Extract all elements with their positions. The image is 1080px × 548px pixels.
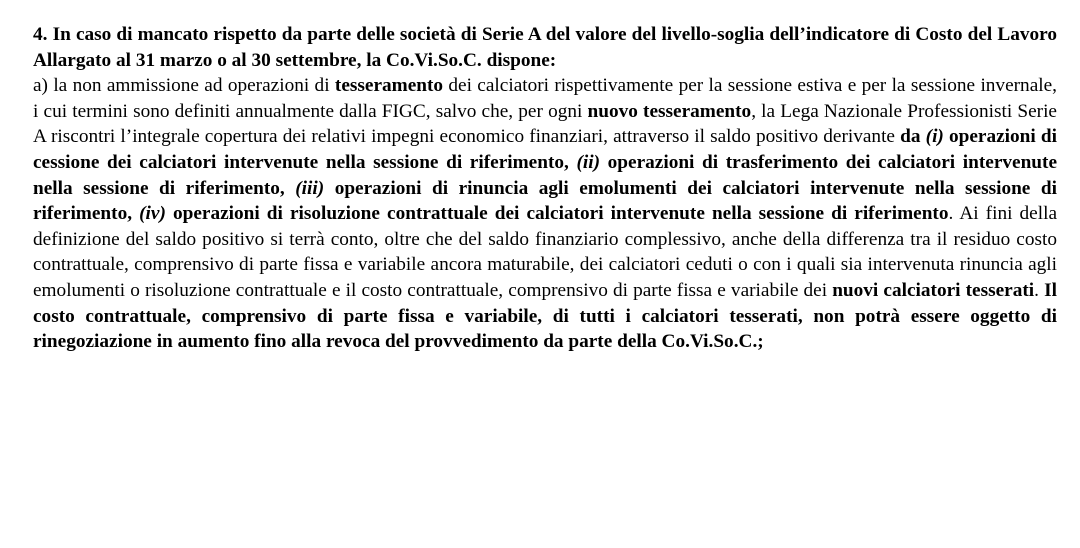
bold-clause-risoluzione: operazioni di risoluzione contrattuale dei calciatori intervenute nella sessione di riferimento [165, 203, 949, 225]
bold-clause-rinuncia: operazioni di rinuncia agli emolumenti dei calciatori intervenute nella sessione di riferimento, [33, 177, 1057, 225]
bold-clause-cessione: operazioni di cessione dei calciatori intervenute nella sessione di riferimento, [33, 126, 1057, 173]
paragraph-a-text: . Ai fini della definizione del saldo positivo si terrà conto, oltre che del saldo finanziario complessivo, anche della differenza tra il residuo costo contrattuale, comprensivo di parte fissa e variabile ancora maturabile, dei calciatori ceduti o con i quali sia intervenuta rinuncia agli emolumenti o risoluzione contrattuale e il costo contrattuale, comprensivo di parte fissa e variabile dei [33, 203, 1058, 301]
bold-clause-trasferimento: operazioni di trasferimento dei calciatori intervenute nella sessione di riferimento, [33, 151, 1057, 199]
document-body [33, 22, 1057, 355]
paragraph-a [33, 73, 1057, 355]
bold-term-nuovi-calciatori: nuovi calciatori tesserati [832, 279, 1035, 301]
list-marker-ii: (ii) [576, 151, 601, 173]
list-marker-i: (i) [925, 126, 944, 148]
paragraph-a-text: , la Lega Nazionale Professionisti Serie A riscontri l’integrale copertura dei relativi impegni economico finanziari, attraverso il saldo positivo derivante [33, 100, 1057, 148]
paragraph-a-text: dei calciatori rispettivamente per la sessione estiva e per la sessione invernale, i cui termini sono definiti annualmente dalla FIGC, salvo che, per ogni [33, 75, 1057, 122]
bold-clause-da: da [900, 126, 926, 148]
list-marker-iv: (iv) [139, 203, 166, 225]
paragraph-a-text: a) la non ammissione ad operazioni di [33, 75, 335, 97]
bold-term-tesseramento: tesseramento [334, 75, 444, 97]
paragraph-a-text: . [1034, 279, 1045, 301]
list-marker-iii: (iii) [295, 177, 325, 199]
section-heading: 4. In caso di mancato rispetto da parte delle società di Serie A del valore del livello-soglia dell’indicatore di Costo del Lavoro Allargato al 31 marzo o al 30 settembre, la Co.Vi.So.C. dispone: [33, 24, 1057, 71]
bold-clause-costo-contrattuale: Il costo contrattuale, comprensivo di parte fissa e variabile, di tutti i calciatori tesserati, non potrà essere oggetto di rinegoziazione in aumento fino alla revoca del provvedimento da parte della Co.Vi.So.C.; [33, 279, 1057, 353]
bold-term-nuovo-tesseramento: nuovo tesseramento [587, 100, 752, 122]
